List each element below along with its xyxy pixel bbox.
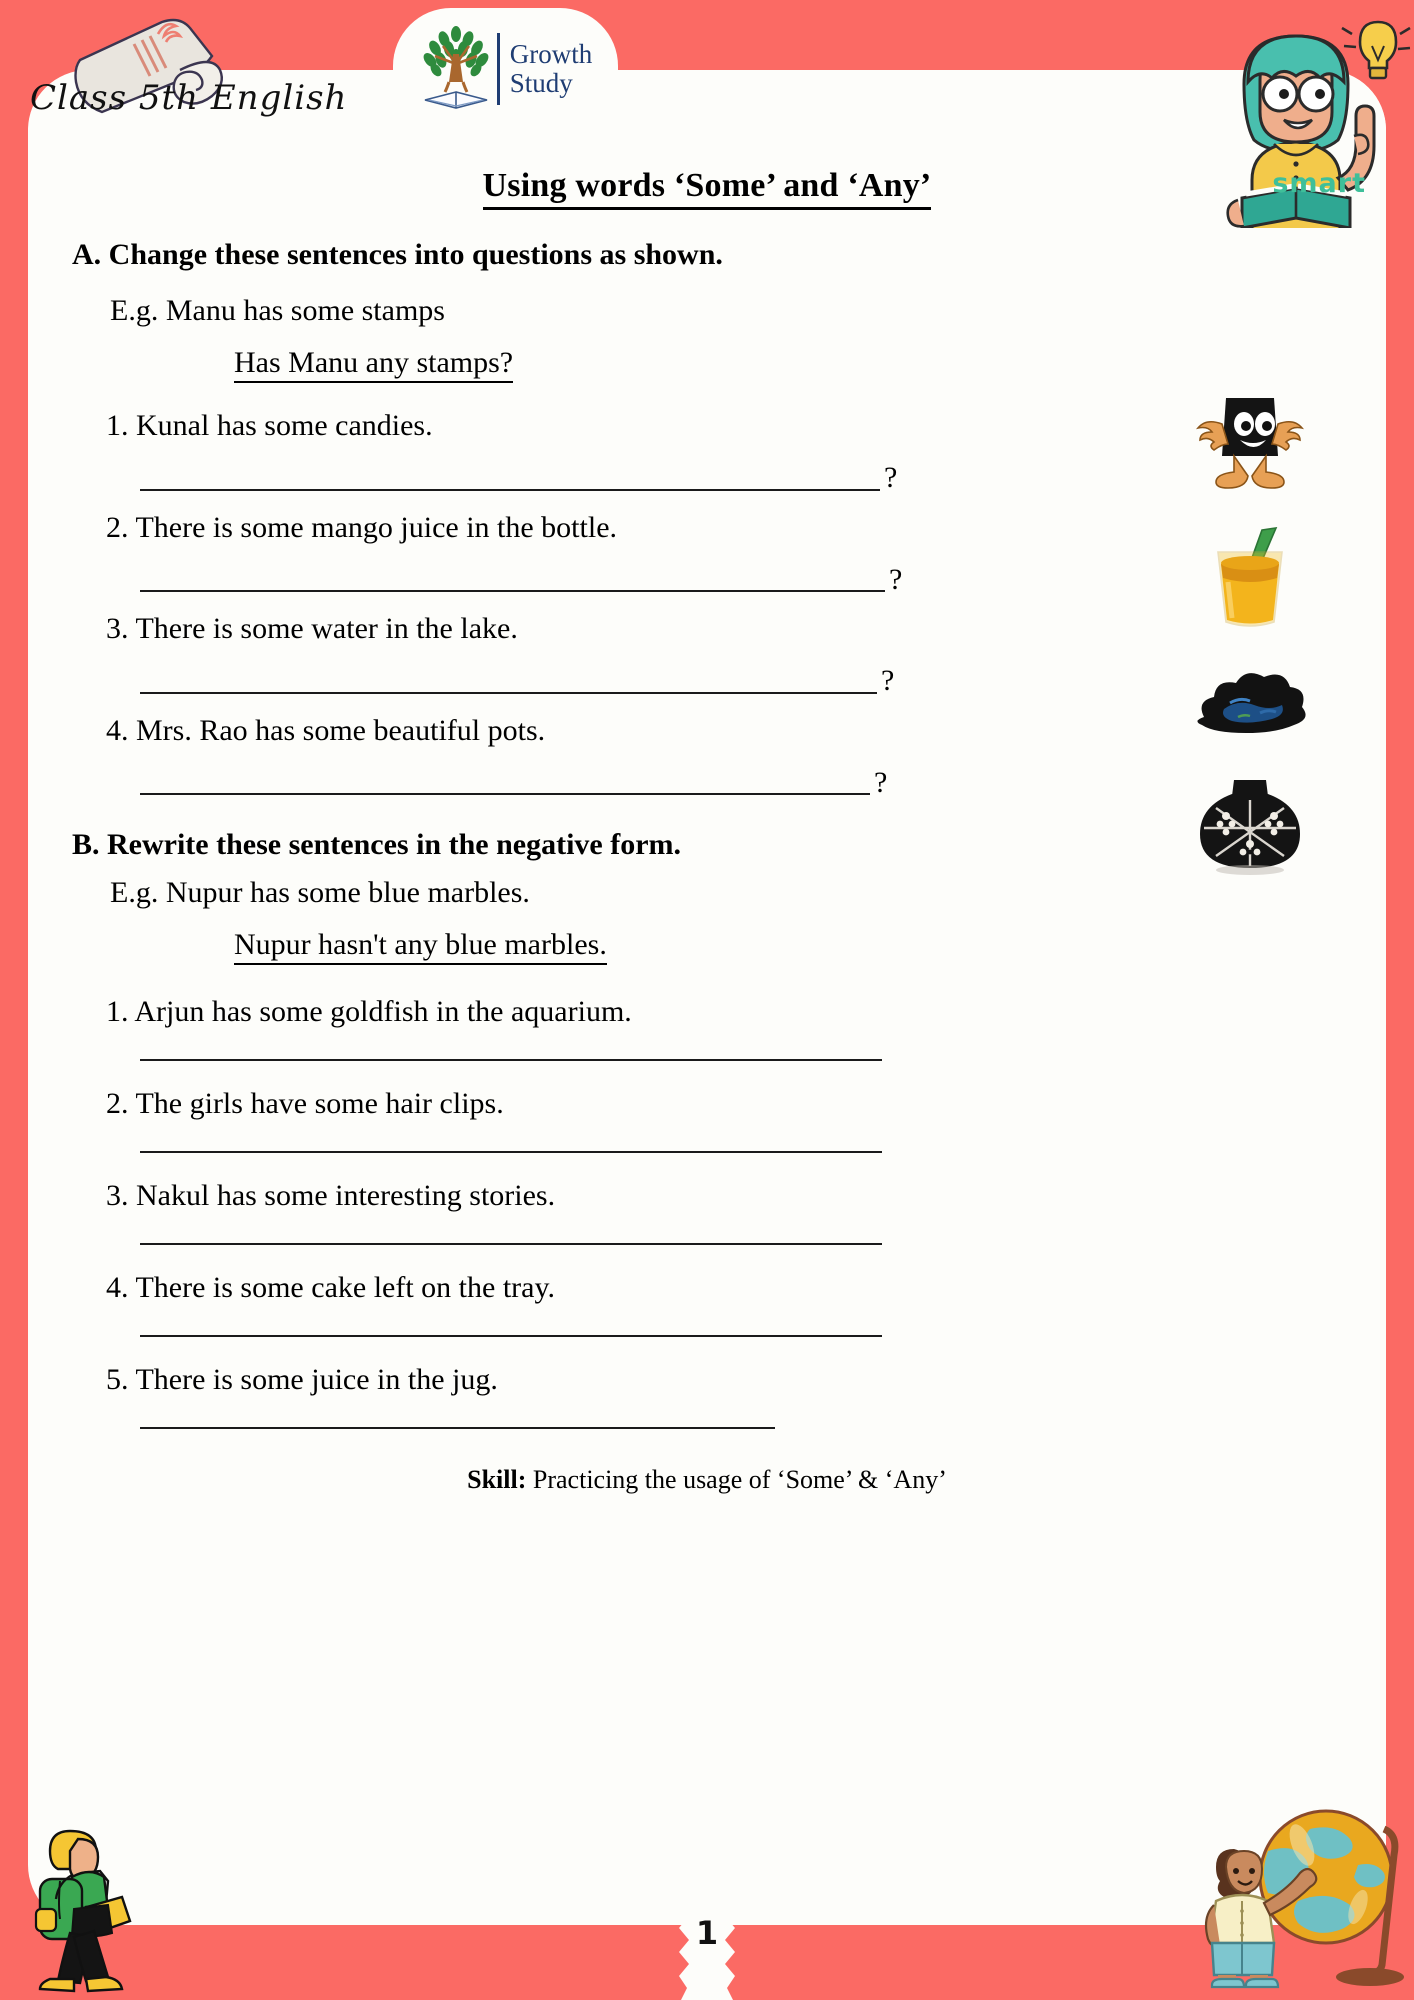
answer-line[interactable] [140,793,870,795]
question-item [28,995,1386,1061]
question-text: 2. There is some mango juice in the bottle. [106,510,618,544]
answer-line[interactable] [140,692,877,694]
section-A [28,238,1386,799]
skill-text: Practicing the usage of ‘Some’ & ‘Any’ [532,1465,947,1494]
boy-with-globe-icon [1198,1805,1406,2000]
question-text: 3. Nakul has some interesting stories. [106,1179,556,1212]
skill-footnote [28,1465,1386,1495]
section-A-questions [28,409,1386,799]
answer-line[interactable] [140,1243,882,1245]
class-label: Class 5th English [30,78,348,118]
question-item [28,612,1386,697]
question-item [28,713,1386,799]
section-A-example-answer: Has Manu any stamps? [234,346,513,383]
logo-line-2: Study [509,67,573,98]
answer-line[interactable] [140,489,880,491]
section-B [28,828,1386,1429]
section-A-heading: A. Change these sentences into questions as shown. [72,238,723,271]
question-item [28,409,1386,494]
decorated-pot-icon [1190,770,1310,883]
question-mark: ? [889,562,903,596]
page-title: Using words ‘Some’ and ‘Any’ [28,167,1386,205]
smart-word-label: smart [1272,168,1366,199]
logo-line-1: Growth [509,39,593,70]
page-number-badge [655,1882,759,2000]
question-item [28,1179,1386,1245]
question-text: 5. There is some juice in the jug. [106,1363,498,1396]
question-text: 3. There is some water in the lake. [106,612,518,645]
answer-line[interactable] [140,1151,882,1153]
question-item [28,510,1386,596]
question-text: 1. Kunal has some candies. [106,409,433,442]
question-text: 1. Arjun has some goldfish in the aquarium. [106,995,632,1028]
section-B-questions [28,995,1386,1429]
answer-line[interactable] [140,1059,882,1061]
question-mark: ? [884,461,898,494]
question-text: 4. Mrs. Rao has some beautiful pots. [106,713,546,747]
worksheet-content [28,67,1386,1925]
answer-line[interactable] [140,590,885,592]
answer-line[interactable] [140,1335,882,1337]
question-mark: ? [874,765,888,799]
question-item [28,1271,1386,1337]
section-A-example-prompt: E.g. Manu has some stamps [110,294,445,327]
illustration-column [1190,390,1310,883]
skill-label: Skill: [467,1465,527,1494]
candy-bar-character-icon [1190,390,1310,500]
walking-schoolboy-icon [10,1813,160,2000]
question-mark: ? [881,664,895,697]
question-text: 2. The girls have some hair clips. [106,1087,504,1120]
section-B-example-prompt: E.g. Nupur has some blue marbles. [110,876,530,909]
answer-line[interactable] [140,1427,775,1429]
section-A-example [110,294,1386,383]
lake-water-icon [1190,665,1310,758]
light-bulb-icon [1342,22,1410,78]
question-item [28,1363,1386,1429]
question-text: 4. There is some cake left on the tray. [106,1271,556,1304]
question-item [28,1087,1386,1153]
section-B-example-answer: Nupur hasn't any blue marbles. [234,928,607,965]
glass-of-juice-icon [1190,522,1310,639]
section-B-heading: B. Rewrite these sentences in the negative form. [72,828,682,861]
page-number: 1 [695,1914,719,1952]
section-B-example [110,876,1386,965]
